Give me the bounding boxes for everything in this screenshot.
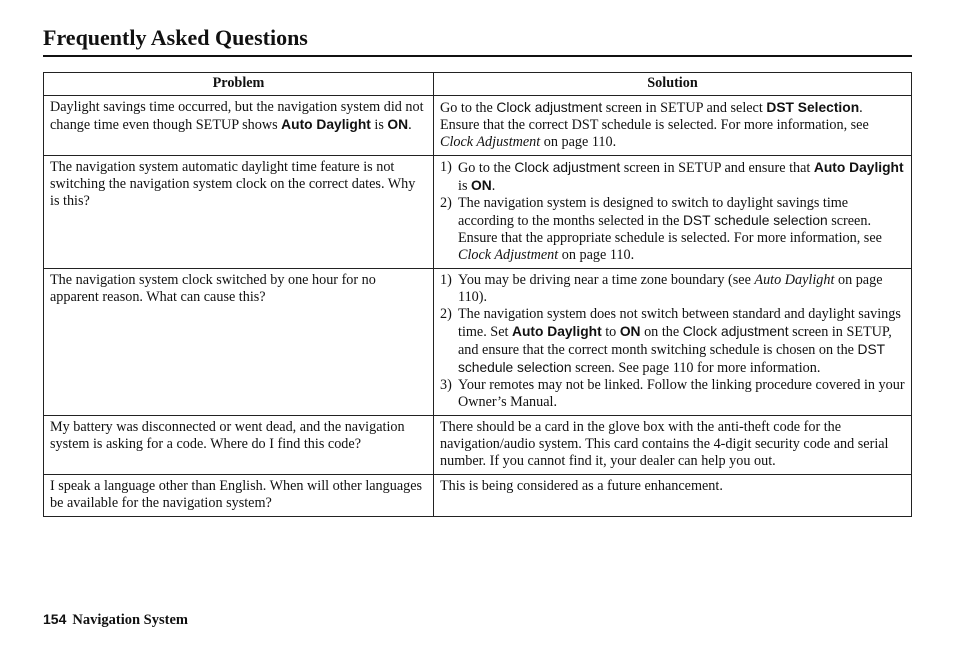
solution-list <box>440 159 905 264</box>
list-item: 3) Your remotes may not be linked. Follow the linking procedure covered in your Owner’s Manual. <box>440 377 905 410</box>
table-row <box>44 475 912 517</box>
title-divider <box>43 55 912 57</box>
page-title: Frequently Asked Questions <box>43 25 308 50</box>
solution-header: Solution <box>434 73 912 96</box>
problem-header: Problem <box>44 73 434 96</box>
solution-cell: Go to the Clock adjustment screen in SETUP and select DST Selection. Ensure that the correct DST schedule is selected. For more information, see Clock Adjustment on page 110. <box>434 96 912 156</box>
list-item: 1) You may be driving near a time zone boundary (see Auto Daylight on page 110). <box>440 272 883 305</box>
solution-cell: There should be a card in the glove box with the anti-theft code for the navigation/audio system. This card contains the 4-digit security code and serial number. If you cannot find it, your dealer can help you out. <box>434 416 912 475</box>
problem-cell: The navigation system clock switched by one hour for no apparent reason. What can cause this? <box>44 269 434 416</box>
solution-cell <box>434 269 912 416</box>
solution-cell: This is being considered as a future enhancement. <box>434 475 912 517</box>
problem-cell: My battery was disconnected or went dead, and the navigation system is asking for a code. Where do I find this code? <box>44 416 434 475</box>
solution-cell <box>434 156 912 269</box>
problem-cell: The navigation system automatic daylight time feature is not switching the navigation system clock on the correct dates. Why is this? <box>44 156 434 269</box>
list-item: 1) Go to the Clock adjustment screen in SETUP and ensure that Auto Daylight is ON. <box>440 159 904 194</box>
table-row <box>44 416 912 475</box>
table-row <box>44 269 912 416</box>
page-footer <box>43 610 188 629</box>
list-item: 2) The navigation system does not switch between standard and daylight savings time. Set Auto Daylight to ON on the Clock adjustment screen in SETUP, and ensure that the correct month switching schedule is chosen on the DST schedule selection screen. See page 110 for more information. <box>440 306 901 376</box>
table-row <box>44 156 912 269</box>
table-header-row <box>44 73 912 96</box>
page-number: 154 <box>43 611 67 627</box>
problem-cell: Daylight savings time occurred, but the navigation system did not change time even though SETUP shows Auto Daylight is ON. <box>44 96 434 156</box>
problem-cell: I speak a language other than English. When will other languages be available for the navigation system? <box>44 475 434 517</box>
solution-list <box>440 272 905 411</box>
list-item: 2) The navigation system is designed to switch to daylight savings time according to the months selected in the DST schedule selection screen. Ensure that the appropriate schedule is selected. For more information, see Clock Adjustment on page 110. <box>440 195 882 263</box>
faq-table <box>43 72 912 517</box>
table-row <box>44 96 912 156</box>
section-name: Navigation System <box>72 612 188 628</box>
